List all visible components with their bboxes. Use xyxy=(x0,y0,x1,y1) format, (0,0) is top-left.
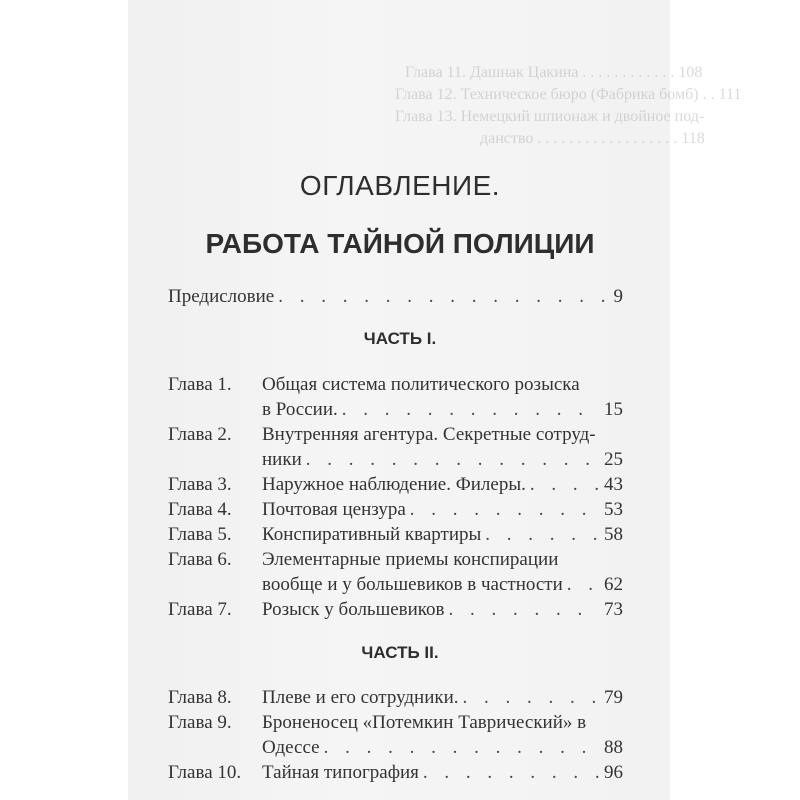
chapter-label: Глава 10. xyxy=(168,762,242,783)
page-number: 58 xyxy=(604,524,623,545)
page-number: 73 xyxy=(604,599,623,620)
chapter-label: Глава 5. xyxy=(168,524,232,545)
chapter-label: Глава 9. xyxy=(168,712,232,733)
chapter-title: Внутренняя агентура. Секретные сотруд- xyxy=(262,424,596,445)
chapter-title-cont: вообще и у большевиков в частности xyxy=(262,574,563,595)
chapter-title: Конспиративный квартиры xyxy=(262,524,482,545)
part2-chapter-list xyxy=(168,685,623,785)
toc-entry[interactable] xyxy=(168,422,623,472)
chapter-title: Плеве и его сотрудники. xyxy=(262,687,459,708)
show-through-line: Глава 12. Техническое бюро (Фабрика бомб) . . 111 xyxy=(395,86,742,103)
dot-leader xyxy=(423,760,600,785)
chapter-label: Глава 1. xyxy=(168,374,232,395)
dot-leader xyxy=(306,447,600,472)
page-number: 15 xyxy=(604,399,623,420)
show-through-line: данство . . . . . . . . . . . . . . . . . . 118 xyxy=(480,130,705,147)
dot-leader xyxy=(410,497,600,522)
chapter-title-cont: Одессе xyxy=(262,737,320,758)
dot-leader xyxy=(449,597,600,622)
page-number: 62 xyxy=(604,574,623,595)
dot-leader xyxy=(567,572,600,597)
chapter-title: Тайная типография xyxy=(262,762,419,783)
toc-entry[interactable] xyxy=(168,472,623,497)
dot-leader xyxy=(324,735,600,760)
chapter-title: Броненосец «Потемкин Таврический» в xyxy=(262,712,587,733)
page-number: 25 xyxy=(604,449,623,470)
toc-entry[interactable] xyxy=(168,710,623,760)
dot-leader xyxy=(463,685,600,710)
chapter-title: Наружное наблюдение. Филеры. xyxy=(262,474,526,495)
dot-leader xyxy=(485,522,600,547)
page-number: 88 xyxy=(604,737,623,758)
toc-entry[interactable] xyxy=(168,497,623,522)
part-heading: ЧАСТЬ II. xyxy=(361,643,439,662)
book-title: РАБОТА ТАЙНОЙ ПОЛИЦИИ xyxy=(205,228,595,259)
chapter-label: Глава 3. xyxy=(168,474,232,495)
entry-title: Предисловие xyxy=(168,286,275,307)
chapter-label: Глава 8. xyxy=(168,687,232,708)
chapter-title-cont: ники xyxy=(262,449,302,470)
page-title: ОГЛАВЛЕНИЕ. xyxy=(299,170,501,201)
show-through-line: Глава 13. Немецкий шпионаж и двойное под- xyxy=(395,108,705,125)
part-heading: ЧАСТЬ I. xyxy=(363,329,437,348)
part1-chapter-list xyxy=(168,372,623,622)
chapter-title: Элементарные приемы конспирации xyxy=(262,549,559,570)
toc-entry[interactable] xyxy=(168,597,623,622)
chapter-label: Глава 6. xyxy=(168,549,232,570)
chapter-label: Глава 4. xyxy=(168,499,232,520)
toc-entry[interactable] xyxy=(168,685,623,710)
page-number: 53 xyxy=(604,499,623,520)
dot-leader xyxy=(342,397,600,422)
toc-entry[interactable] xyxy=(168,760,623,785)
page-number: 79 xyxy=(604,687,623,708)
page-number: 9 xyxy=(613,286,623,307)
chapter-title: Почтовая цензура xyxy=(262,499,406,520)
dot-leader xyxy=(530,472,600,497)
toc-entry[interactable] xyxy=(168,547,623,597)
chapter-label: Глава 7. xyxy=(168,599,232,620)
show-through-line: Глава 11. Дашнак Цакина . . . . . . . . . . . . 108 xyxy=(405,64,703,81)
chapter-title: Общая система политического розыска xyxy=(262,374,580,395)
page-number: 43 xyxy=(604,474,623,495)
dot-leader xyxy=(278,284,609,309)
page-number: 96 xyxy=(604,762,623,783)
toc-entry-preface[interactable] xyxy=(168,284,623,309)
toc-entry[interactable] xyxy=(168,372,623,422)
toc-entry[interactable] xyxy=(168,522,623,547)
chapter-title: Розыск у большевиков xyxy=(262,599,445,620)
chapter-label: Глава 2. xyxy=(168,424,232,445)
chapter-title-cont: в России. xyxy=(262,399,338,420)
